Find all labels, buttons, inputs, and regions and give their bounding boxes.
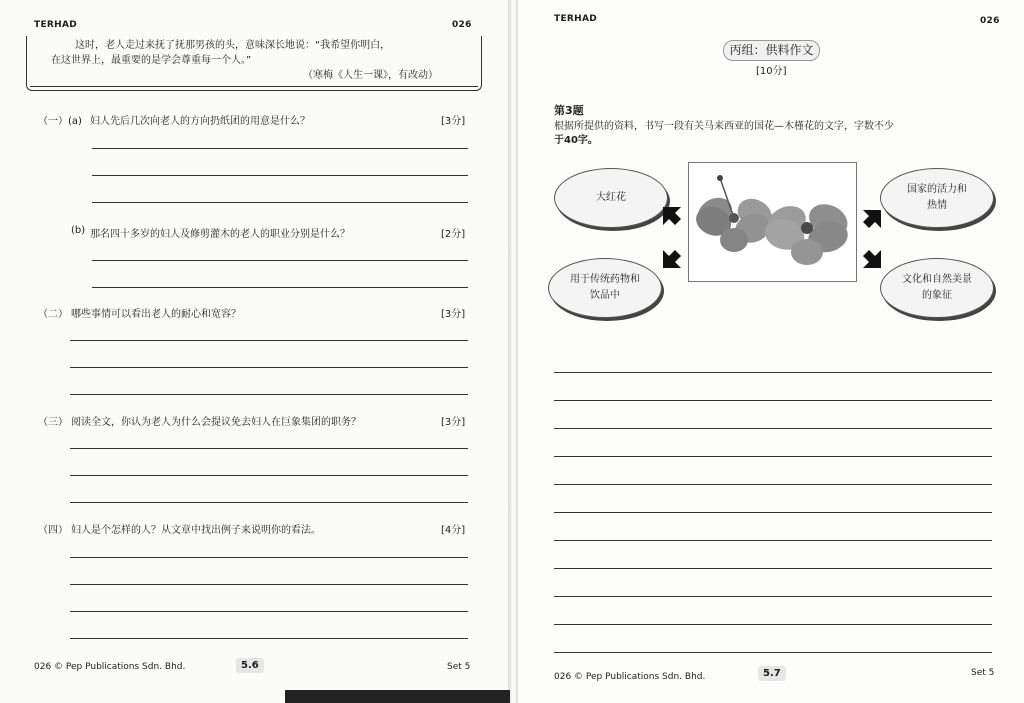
header-code: 026: [452, 20, 472, 30]
bubble-top-right: 国家的活力和 热情: [880, 168, 994, 228]
question-1b-marks: [2分]: [441, 229, 466, 240]
question-3-marks: [3分]: [441, 417, 466, 428]
answer-line[interactable]: [70, 611, 468, 612]
writing-line[interactable]: [554, 540, 992, 541]
writing-line[interactable]: [554, 652, 992, 653]
writing-line[interactable]: [554, 624, 992, 625]
answer-line[interactable]: [70, 475, 468, 476]
answer-line[interactable]: [70, 448, 468, 449]
question-1b-number: (b): [71, 225, 86, 236]
question-2-number: （二）: [38, 309, 68, 320]
bubble-bottom-left: 用于传统药物和 饮品中: [548, 258, 662, 318]
footer-publisher: 026 © Pep Publications Sdn. Bhd.: [554, 672, 706, 682]
arrow-down-right-icon: [861, 248, 883, 270]
answer-line[interactable]: [92, 202, 468, 203]
writing-line[interactable]: [554, 568, 992, 569]
instruction-line-1: 根据所提供的资料，书写一段有关马来西亚的国花—木槿花的文字，字数不少: [554, 121, 894, 132]
writing-line[interactable]: [554, 372, 992, 373]
question-1a-marks: [3分]: [441, 116, 466, 127]
answer-line[interactable]: [70, 502, 468, 503]
right-page: [518, 0, 1024, 703]
arrow-down-left-icon: [661, 248, 683, 270]
page-number: 5.6: [236, 658, 264, 673]
question-3-number: （三）: [38, 417, 68, 428]
bubble-bottom-right: 文化和自然美景 的象征: [880, 258, 994, 318]
question-2-marks: [3分]: [441, 309, 466, 320]
question-4-text: 妇人是个怎样的人？从文章中找出例子来说明你的看法。: [71, 525, 321, 536]
scan-edge: [285, 690, 510, 703]
question-2-text: 哪些事情可以看出老人的耐心和宽容？: [71, 309, 241, 320]
answer-line[interactable]: [70, 394, 468, 395]
header-restricted: TERHAD: [554, 14, 597, 24]
header-code: 026: [980, 16, 1000, 26]
answer-line[interactable]: [92, 287, 468, 288]
question-1a-number: （一）(a): [38, 116, 82, 127]
header-restricted: TERHAD: [34, 20, 77, 30]
passage-excerpt-box: [26, 36, 482, 91]
writing-line[interactable]: [554, 456, 992, 457]
answer-line[interactable]: [92, 148, 468, 149]
footer-set: Set 5: [971, 668, 995, 678]
answer-line[interactable]: [92, 260, 468, 261]
writing-line[interactable]: [554, 596, 992, 597]
question-1a-text: 妇人先后几次向老人的方向扔纸团的用意是什么？: [90, 116, 310, 127]
writing-line[interactable]: [554, 400, 992, 401]
arrow-up-left-icon: [661, 205, 683, 227]
writing-line[interactable]: [554, 428, 992, 429]
question-4-number: （四）: [38, 525, 68, 536]
writing-line[interactable]: [554, 484, 992, 485]
footer-publisher: 026 © Pep Publications Sdn. Bhd.: [34, 662, 186, 672]
question-title: 第3题: [554, 104, 584, 117]
answer-line[interactable]: [92, 175, 468, 176]
answer-line[interactable]: [70, 584, 468, 585]
section-marks: [10分]: [756, 66, 787, 77]
section-title: 丙组：供料作文: [723, 40, 820, 61]
question-1b-text: 那名四十多岁的妇人及修剪灌木的老人的职业分别是什么？: [90, 229, 350, 240]
passage-line-1: 这时，老人走过来抚了抚那男孩的头，意味深长地说：“我希望你明白，: [75, 40, 391, 51]
answer-line[interactable]: [70, 638, 468, 639]
page-number: 5.7: [758, 666, 786, 681]
answer-line[interactable]: [70, 340, 468, 341]
footer-set: Set 5: [447, 662, 471, 672]
question-3-text: 阅读全文，你认为老人为什么会提议免去妇人在巨象集团的职务？: [71, 417, 361, 428]
hibiscus-flower-icon: [689, 163, 856, 281]
passage-source: （寒梅《人生一课》，有改动）: [303, 70, 438, 81]
arrow-up-right-icon: [861, 208, 883, 230]
hibiscus-image: [688, 162, 857, 282]
answer-line[interactable]: [70, 367, 468, 368]
answer-line[interactable]: [70, 557, 468, 558]
passage-line-2: 在这世界上，最重要的是学会尊重每一个人。”: [51, 55, 252, 66]
writing-line[interactable]: [554, 512, 992, 513]
question-4-marks: [4分]: [441, 525, 466, 536]
bubble-top-left: 大红花: [554, 168, 668, 228]
instruction-line-2: 于40字。: [554, 135, 598, 146]
